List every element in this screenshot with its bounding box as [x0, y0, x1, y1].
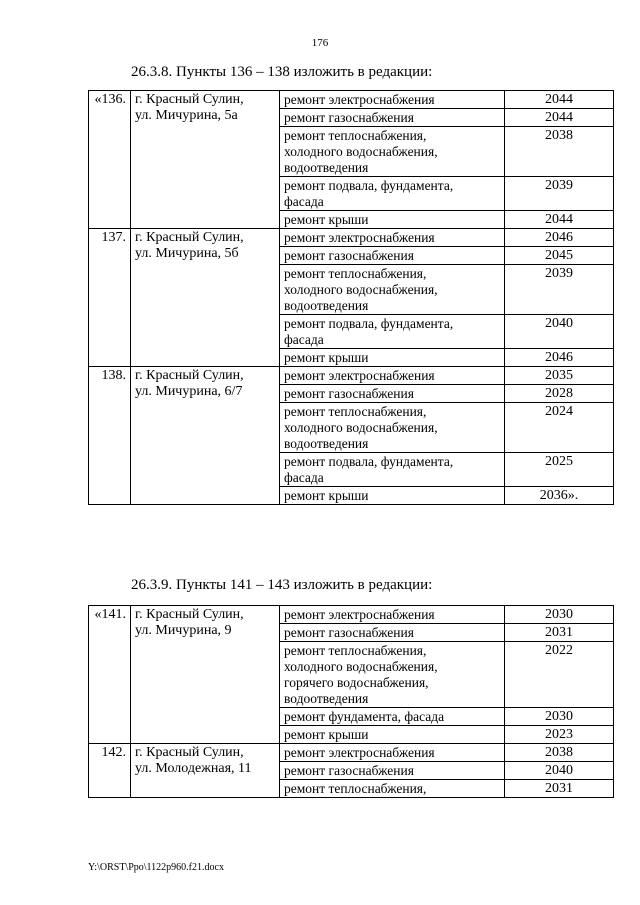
address-line: ул. Молодежная, 11	[135, 761, 252, 776]
work-type-cell	[280, 708, 505, 726]
year-cell: 2031	[505, 780, 614, 798]
address-line: г. Красный Сулин,	[135, 607, 244, 622]
work-type-line: водоотведения	[284, 160, 369, 175]
work-type-line: ремонт электроснабжения	[284, 607, 435, 622]
address-line: ул. Мичурина, 5б	[135, 246, 239, 261]
work-type-line: ремонт крыши	[284, 350, 369, 365]
work-type-line: ремонт подвала, фундамента,	[284, 316, 454, 331]
address-cell	[131, 606, 280, 744]
work-type-cell	[280, 177, 505, 211]
work-type-cell	[280, 385, 505, 403]
work-type-line: ремонт газоснабжения	[284, 763, 414, 778]
year-cell: 2039	[505, 265, 614, 315]
work-type-cell	[280, 229, 505, 247]
year-cell: 2030	[505, 708, 614, 726]
table-row	[89, 744, 614, 762]
address-cell	[131, 744, 280, 798]
work-type-cell	[280, 403, 505, 453]
footer-file-path: Y:\ORST\Ppo\1122p960.f21.docx	[88, 862, 224, 873]
address-cell	[131, 367, 280, 505]
work-type-cell	[280, 624, 505, 642]
address-line: г. Красный Сулин,	[135, 745, 244, 760]
work-type-line: ремонт крыши	[284, 727, 369, 742]
year-cell: 2044	[505, 91, 614, 109]
work-type-line: ремонт электроснабжения	[284, 368, 435, 383]
year-cell: 2045	[505, 247, 614, 265]
item-number: 137.	[89, 229, 131, 367]
year-cell: 2046	[505, 229, 614, 247]
address-cell	[131, 91, 280, 229]
work-type-cell	[280, 109, 505, 127]
work-type-line: ремонт газоснабжения	[284, 386, 414, 401]
work-type-line: ремонт крыши	[284, 212, 369, 227]
work-type-line: водоотведения	[284, 436, 369, 451]
work-type-line: холодного водоснабжения,	[284, 144, 438, 159]
year-cell: 2035	[505, 367, 614, 385]
work-type-line: холодного водоснабжения,	[284, 420, 438, 435]
year-cell: 2044	[505, 211, 614, 229]
item-number: «141.	[89, 606, 131, 744]
work-type-cell	[280, 744, 505, 762]
year-cell: 2044	[505, 109, 614, 127]
year-cell: 2040	[505, 315, 614, 349]
work-type-cell	[280, 91, 505, 109]
year-cell: 2030	[505, 606, 614, 624]
work-type-line: ремонт подвала, фундамента,	[284, 454, 454, 469]
year-cell: 2036».	[505, 487, 614, 505]
year-cell: 2024	[505, 403, 614, 453]
work-type-line: ремонт теплоснабжения,	[284, 643, 427, 658]
work-type-cell	[280, 780, 505, 798]
item-number: 142.	[89, 744, 131, 798]
year-cell: 2046	[505, 349, 614, 367]
item-number: «136.	[89, 91, 131, 229]
table-row	[89, 91, 614, 109]
year-cell: 2038	[505, 127, 614, 177]
address-cell	[131, 229, 280, 367]
section-title: 26.3.9. Пункты 141 – 143 изложить в редакции:	[131, 577, 433, 593]
section-table	[88, 90, 614, 505]
work-type-line: ремонт теплоснабжения,	[284, 128, 427, 143]
work-type-line: ремонт электроснабжения	[284, 745, 435, 760]
address-line: г. Красный Сулин,	[135, 230, 244, 245]
work-type-line: фасада	[284, 470, 324, 485]
work-type-line: ремонт теплоснабжения,	[284, 404, 427, 419]
year-cell: 2022	[505, 642, 614, 708]
year-cell: 2028	[505, 385, 614, 403]
work-type-line: ремонт электроснабжения	[284, 92, 435, 107]
work-type-cell	[280, 487, 505, 505]
work-type-line: холодного водоснабжения,	[284, 282, 438, 297]
work-type-cell	[280, 315, 505, 349]
section-table	[88, 605, 614, 798]
work-type-line: ремонт теплоснабжения,	[284, 266, 427, 281]
work-type-line: водоотведения	[284, 298, 369, 313]
item-number: 138.	[89, 367, 131, 505]
work-type-line: ремонт газоснабжения	[284, 248, 414, 263]
work-type-cell	[280, 453, 505, 487]
year-cell: 2031	[505, 624, 614, 642]
work-type-line: ремонт подвала, фундамента,	[284, 178, 454, 193]
work-type-line: фасада	[284, 194, 324, 209]
work-type-line: ремонт газоснабжения	[284, 110, 414, 125]
work-type-cell	[280, 762, 505, 780]
work-type-line: фасада	[284, 332, 324, 347]
work-type-line: ремонт фундамента, фасада	[284, 709, 445, 724]
work-type-line: холодного водоснабжения,	[284, 659, 438, 674]
table-row	[89, 229, 614, 247]
year-cell: 2039	[505, 177, 614, 211]
work-type-line: ремонт крыши	[284, 488, 369, 503]
work-type-cell	[280, 606, 505, 624]
year-cell: 2025	[505, 453, 614, 487]
year-cell: 2023	[505, 726, 614, 744]
section-title: 26.3.8. Пункты 136 – 138 изложить в редакции:	[131, 64, 433, 80]
address-line: ул. Мичурина, 9	[135, 623, 232, 638]
address-line: г. Красный Сулин,	[135, 368, 244, 383]
work-type-line: ремонт газоснабжения	[284, 625, 414, 640]
page-number: 176	[311, 37, 329, 49]
work-type-line: водоотведения	[284, 691, 369, 706]
work-type-cell	[280, 127, 505, 177]
work-type-cell	[280, 642, 505, 708]
address-line: ул. Мичурина, 5а	[135, 108, 238, 123]
work-type-cell	[280, 265, 505, 315]
year-cell: 2038	[505, 744, 614, 762]
table-row	[89, 606, 614, 624]
work-type-line: ремонт электроснабжения	[284, 230, 435, 245]
work-type-cell	[280, 211, 505, 229]
work-type-cell	[280, 367, 505, 385]
work-type-cell	[280, 726, 505, 744]
address-line: г. Красный Сулин,	[135, 92, 244, 107]
work-type-line: ремонт теплоснабжения,	[284, 781, 427, 796]
address-line: ул. Мичурина, 6/7	[135, 384, 243, 399]
work-type-line: горячего водоснабжения,	[284, 675, 429, 690]
year-cell: 2040	[505, 762, 614, 780]
work-type-cell	[280, 247, 505, 265]
table-row	[89, 367, 614, 385]
work-type-cell	[280, 349, 505, 367]
